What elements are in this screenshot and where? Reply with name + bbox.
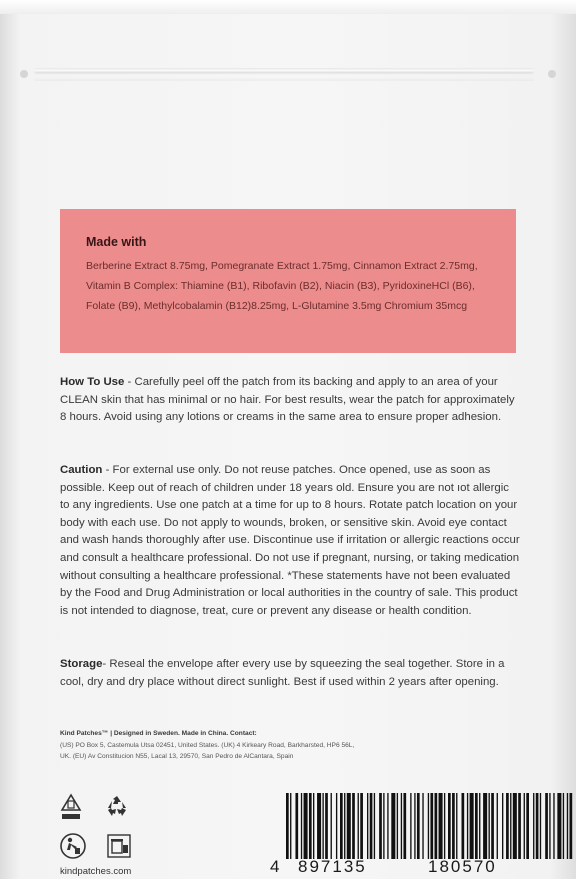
caution-label: Caution — [60, 464, 103, 476]
barcode-bar — [410, 793, 411, 859]
barcode-bar — [448, 793, 451, 859]
barcode-digit-first: 4 — [270, 857, 282, 876]
zip-seal-shadow — [34, 78, 534, 80]
barcode-bar — [387, 793, 388, 859]
tidy-man-icon — [60, 833, 86, 859]
barcode-bar — [502, 793, 503, 859]
barcode-bar — [513, 793, 517, 859]
barcode-bar — [358, 793, 359, 859]
disposal-icons — [56, 793, 146, 863]
how-to-use-text: - Carefully peel off the patch from its backing and apply to an area of your CLEAN skin that has minimal or no hair. For best results, wear the patch for approximately 8 hours. Avoid using any lotions or creams in the same area to ensure proper adhesion. — [60, 376, 515, 424]
barcode-bar — [549, 793, 550, 859]
barcode-group-left: 897135 — [298, 857, 367, 876]
ingredients-text: Berberine Extract 8.75mg, Pomegranate Extract 1.75mg, Cinnamon Extract 2.75mg, Vitamin B Complex: Thiamine (B1), Ribofavin (B2), Niacin (B3), PyridoxineHCl (B6), Folate (B9), Methylcobalamin (B12)8.25mg, L-Glutamine 3.5mg Chromium 35mcg — [86, 260, 478, 312]
zip-seal[interactable] — [34, 68, 534, 73]
caution-bottle-icon — [60, 793, 82, 821]
barcode-bar — [510, 793, 511, 859]
ingredients-title: Made with — [86, 235, 147, 249]
tear-notch-left — [20, 70, 28, 78]
barcode-bar — [309, 793, 312, 859]
recycle-icon — [104, 793, 130, 819]
barcode-bars — [260, 793, 576, 859]
barcode-bar — [340, 793, 343, 859]
barcode-bar — [295, 793, 298, 859]
barcode-bar — [452, 793, 455, 859]
barcode-bar — [524, 793, 525, 859]
barcode-bar — [489, 793, 490, 859]
barcode-bar — [475, 793, 478, 859]
barcode-bar — [367, 793, 368, 859]
company-address-1: (US) PO Box 5, Castemula Utsa 02451, United States. (UK) 4 Kirkeary Road, Barkharsted, HP6 56L, — [60, 741, 355, 749]
barcode-bar — [397, 793, 398, 859]
barcode-bar — [301, 793, 302, 859]
barcode — [260, 793, 576, 879]
barcode-group-right: 180570 — [428, 857, 497, 876]
website-url: kindpatches.com — [60, 866, 132, 877]
barcode-bar — [553, 793, 554, 859]
barcode-bar — [403, 793, 406, 859]
barcode-bar — [331, 793, 332, 859]
barcode-bar — [563, 793, 564, 859]
barcode-bar — [518, 793, 521, 859]
barcode-bar — [322, 793, 323, 859]
storage-label: Storage — [60, 658, 103, 670]
barcode-bar — [422, 793, 423, 859]
barcode-bar — [483, 793, 487, 859]
barcode-bar — [536, 793, 539, 859]
barcode-bar — [325, 793, 328, 859]
ingredients-panel — [60, 209, 516, 353]
barcode-bar — [347, 793, 351, 859]
barcode-bar — [497, 793, 498, 859]
barcode-bar — [290, 793, 291, 859]
barcode-bar — [462, 793, 465, 859]
barcode-bar — [456, 793, 457, 859]
company-address-2: UK. (EU) Av Constitucion N55, Lacal 13, 29570, San Pedro de AlCantara, Spain — [60, 753, 294, 760]
barcode-bar — [313, 793, 314, 859]
caution-text: - For external use only. Do not reuse patches. Once opened, use as soon as possible. Keep out of reach of children under 18 years old. Ensure you are not ıot allergic to any ingredients. Use one patch at a time for up to 8 hours. Rotate patch location on your body with each use. Do not apply to wounds, broken, or sensitive skin. Avoid eye contact and wash hands thoroughly after use. Discontinue use if irritation or allergic reactions occur and consult a healthcare professional. Do not use if pregnant, nursing, or taking medication without consulting a healthcare professional. *These statements have not been evaluated by the Food and Drug Administration or local authorities in the country of sale. This product is not intended to diagnose, treat, cure or prevent any disease or health condition. — [60, 464, 520, 617]
barcode-bar — [344, 793, 345, 859]
how-to-use-section — [60, 374, 520, 427]
barcode-bar — [533, 793, 534, 859]
barcode-bar — [479, 793, 480, 859]
barcode-bar — [567, 793, 568, 859]
barcode-bar — [439, 793, 443, 859]
barcode-bar — [506, 793, 509, 859]
barcode-bar — [317, 793, 321, 859]
barcode-bar — [428, 793, 429, 859]
barcode-bar — [379, 793, 382, 859]
barcode-bar — [286, 793, 289, 859]
barcode-bar — [304, 793, 308, 859]
barcode-bar — [383, 793, 384, 859]
barcode-bar — [401, 793, 402, 859]
barcode-bar — [444, 793, 445, 859]
barcode-bar — [526, 793, 529, 859]
company-brand-line: Kind Patches™ | Designed in Sweden. Made in China. Contact: — [60, 730, 257, 737]
barcode-bar — [352, 793, 355, 859]
barcode-bar — [545, 793, 548, 859]
company-info — [60, 728, 520, 763]
barcode-bar — [370, 793, 373, 859]
bin-icon — [106, 833, 132, 859]
barcode-bar — [435, 793, 438, 859]
storage-section — [60, 656, 520, 691]
barcode-bar — [391, 793, 395, 859]
storage-text: - Reseal the envelope after every use by squeezing the seal together. Store in a cool, dry and dry place without direct sunlight. Best if used within 2 years after opening. — [60, 658, 505, 688]
barcode-bar — [540, 793, 541, 859]
barcode-bar — [414, 793, 415, 859]
barcode-bar — [430, 793, 433, 859]
tear-notch-right — [548, 70, 556, 78]
barcode-bar — [374, 793, 375, 859]
barcode-bar — [491, 793, 494, 859]
barcode-bar — [557, 793, 561, 859]
pouch-top-edge — [0, 0, 576, 14]
barcode-bar — [336, 793, 337, 859]
barcode-bar — [467, 793, 468, 859]
caution-section — [60, 462, 520, 620]
barcode-bar — [360, 793, 363, 859]
how-to-use-label: How To Use — [60, 376, 125, 388]
barcode-bar — [417, 793, 420, 859]
barcode-bar — [470, 793, 474, 859]
barcode-bar — [570, 793, 573, 859]
